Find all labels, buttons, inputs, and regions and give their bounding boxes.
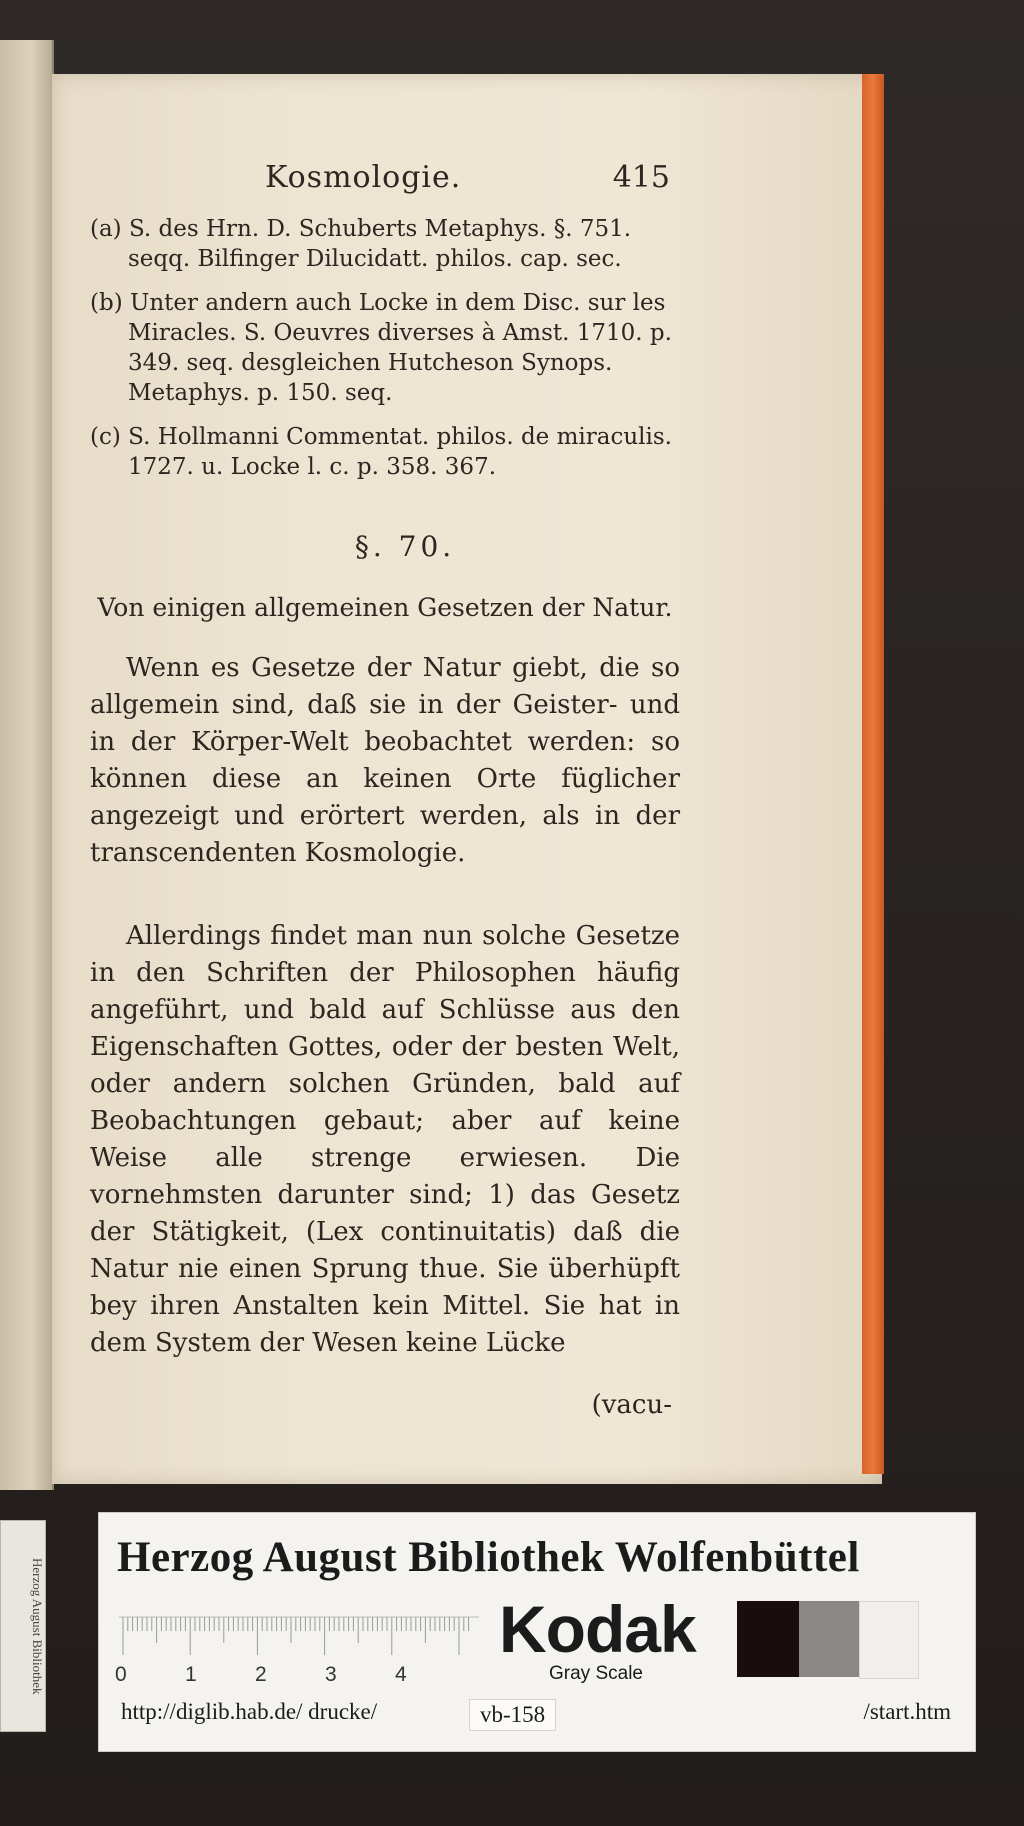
- swatch-gray: [799, 1601, 859, 1677]
- page-red-edge: [862, 74, 884, 1474]
- swatch-black: [737, 1601, 799, 1677]
- library-name: Herzog August Bibliothek Wolfenbüttel: [117, 1534, 860, 1581]
- url-right: /start.htm: [863, 1699, 951, 1724]
- ruler-label-4: 4: [395, 1663, 407, 1686]
- ruler-label-3: 3: [325, 1663, 337, 1686]
- section-title: Von einigen allgemeinen Gesetzen der Natur.: [97, 593, 673, 622]
- side-tab-label: Herzog August Bibliothek: [0, 1520, 46, 1732]
- swatch-white: [859, 1601, 919, 1679]
- ruler-labels: [115, 1663, 495, 1689]
- footnote-a: (a) S. des Hrn. D. Schuberts Metaphys. §. 751. seqq. Bilfinger Dilucidatt. philos. cap. sec.: [90, 216, 632, 272]
- footnote-b: (b) Unter andern auch Locke in dem Disc. sur les Miracles. S. Oeuvres diverses à Amst. 1710. p. 349. seq. desgleichen Hutcheson Synops. Metaphys. p. 150. seq.: [90, 290, 672, 406]
- gray-scale-label: Gray Scale: [549, 1663, 643, 1684]
- ruler-label-1: 1: [185, 1663, 197, 1686]
- previous-page-edge: [0, 40, 54, 1490]
- ruler-label-0: 0: [115, 1663, 127, 1686]
- running-head: [90, 160, 680, 200]
- color-target-card: [98, 1512, 976, 1752]
- catchword: (vacu-: [591, 1390, 672, 1420]
- page-number: 415: [612, 160, 670, 195]
- paragraph-1: Wenn es Gesetze der Natur giebt, die so allgemein sind, daß sie in der Geister- und in der Körper-Welt beobachtet werden: so können diese an keinen Orte füglicher angezeigt und erörtert werden, als in der transcendenten Kosmologie.: [90, 653, 680, 868]
- paragraph-2: Allerdings findet man nun solche Gesetze in den Schriften der Philosophen häufig angeführt, und bald auf Schlüsse aus den Eigenschaften Gottes, oder der besten Welt, oder andern solchen Gründen, bald auf Beobachtungen gebaut; aber auf keine Weise alle strenge erwiesen. Die vornehmsten darunter sind; 1) das Gesetz der Stätigkeit, (Lex continuitatis) daß die Natur nie einen Sprung thue. Sie überhüpft bey ihren Anstalten kein Mittel. Sie hat in dem System der Wesen keine Lücke: [90, 921, 680, 1358]
- url-shelfmark: vb-158: [469, 1699, 556, 1731]
- section-number: §. 70.: [354, 530, 456, 563]
- running-title: Kosmologie.: [265, 160, 462, 195]
- url-left: http://diglib.hab.de/ drucke/: [121, 1699, 378, 1724]
- page-content: [90, 160, 680, 1422]
- ruler-ticks: [119, 1607, 479, 1657]
- ruler-label-2: 2: [255, 1663, 267, 1686]
- kodak-logo: Kodak: [499, 1592, 696, 1666]
- footnote-c: (c) S. Hollmanni Commentat. philos. de miraculis. 1727. u. Locke l. c. p. 358. 367.: [90, 424, 672, 480]
